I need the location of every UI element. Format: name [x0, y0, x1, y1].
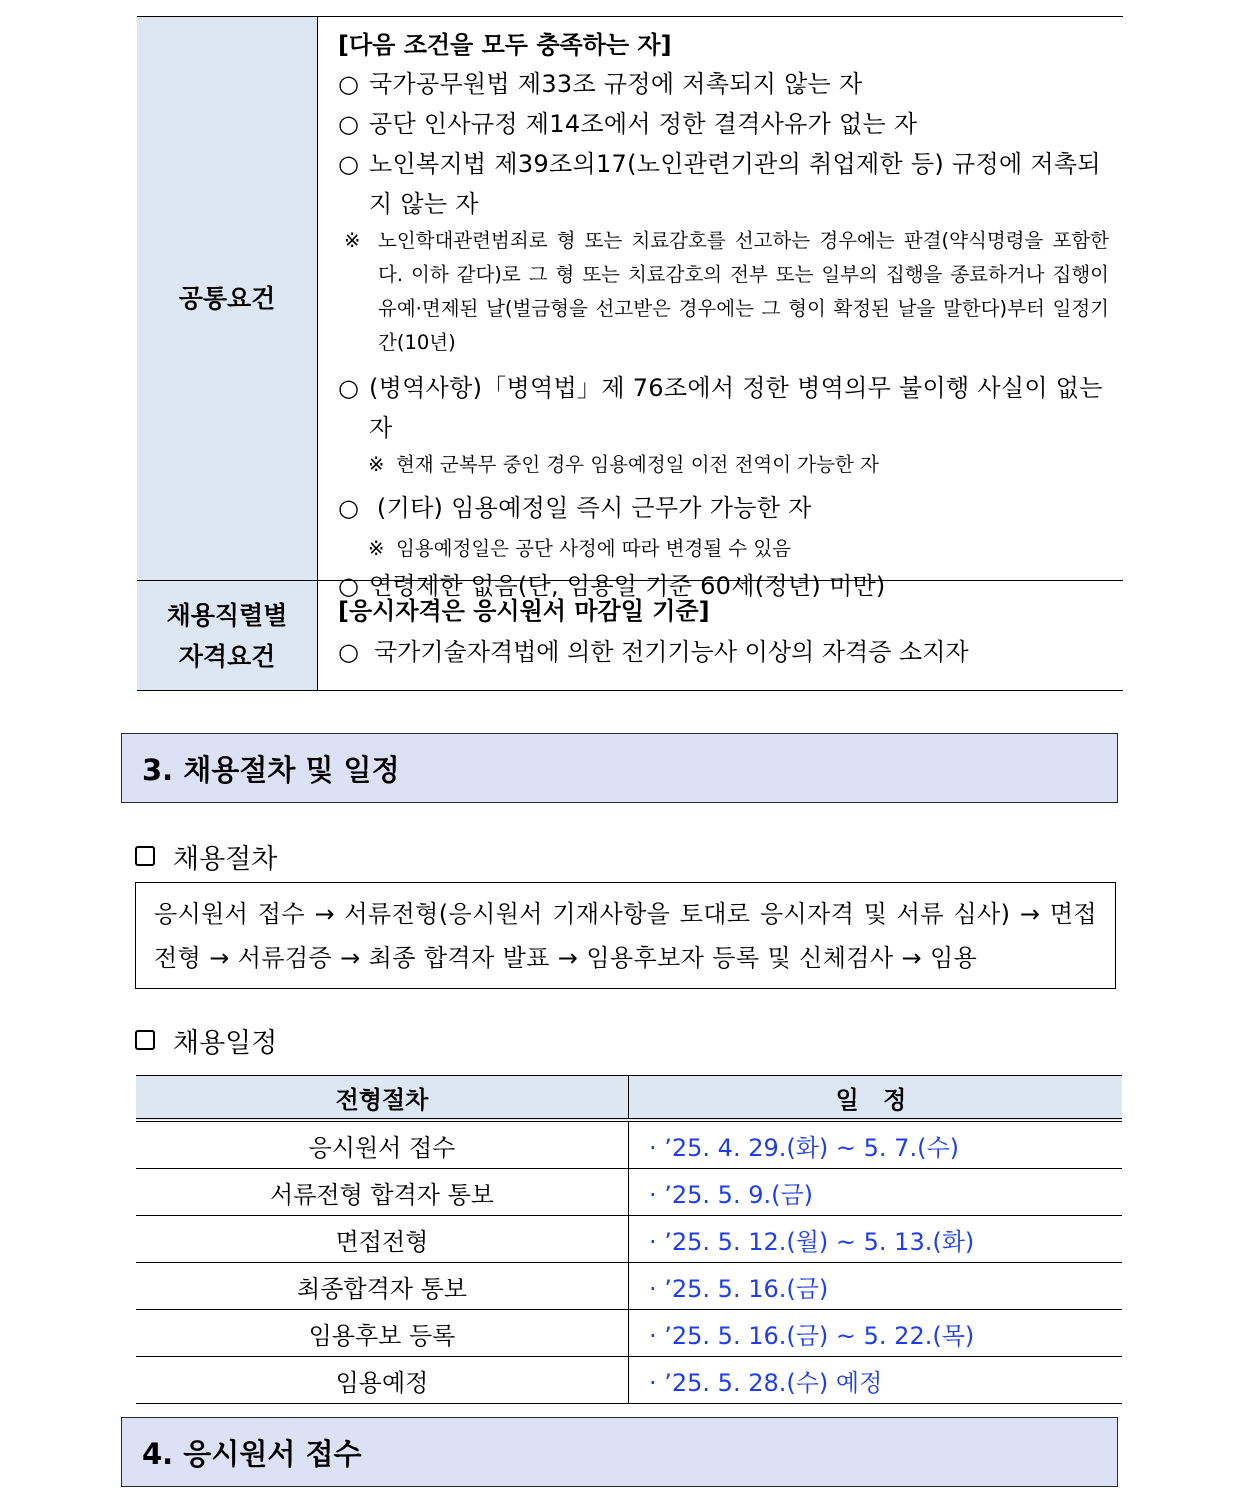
table-row — [136, 1120, 1122, 1169]
schedule-heading-label: 채용일정 — [173, 1027, 278, 1059]
job-intro: [응시자격은 응시원서 마감일 기준] — [338, 597, 710, 625]
common-requirements-content — [318, 17, 1123, 600]
schedule-heading — [135, 1020, 277, 1060]
checkbox-square-icon — [135, 846, 155, 866]
age-item: ○ 연령제한 없음(단, 임용일 기준 60세(정년) 미만) — [338, 572, 886, 600]
job-requirements-row — [137, 580, 1123, 690]
common-requirements-row — [137, 17, 1123, 600]
military-note: ※ 현재 군복무 중인 경우 임용예정일 이전 전역이 가능한 자 — [368, 453, 879, 476]
table-row — [136, 1169, 1122, 1216]
date-cell: · ’25. 5. 12.(월) ~ 5. 13.(화) — [629, 1216, 1123, 1263]
step-cell: 응시원서 접수 — [136, 1120, 629, 1169]
column-header-date: 일 정 — [629, 1076, 1123, 1121]
common-item: ○ 노인복지법 제39조의17(노인관련기관의 취업제한 등) 규정에 저촉되지 않는 자 — [338, 150, 1101, 218]
process-heading — [135, 836, 277, 876]
section4-title: 4. 응시원서 접수 — [121, 1417, 1118, 1487]
process-heading-label: 채용절차 — [173, 843, 278, 875]
table-row — [136, 1263, 1122, 1310]
table-row — [136, 1216, 1122, 1263]
job-requirements-label — [137, 581, 318, 690]
date-cell: · ’25. 5. 28.(수) 예정 — [629, 1357, 1123, 1404]
checkbox-square-icon — [135, 1030, 155, 1050]
process-flow: 응시원서 접수 → 서류전형(응시원서 기재사항을 토대로 응시자격 및 서류 심사) → 면접전형 → 서류검증 → 최종 합격자 발표 → 임용후보자 등록 및 신체검사 → 임용 — [135, 882, 1116, 989]
date-cell: · ’25. 5. 16.(금) ~ 5. 22.(목) — [629, 1310, 1123, 1357]
step-cell: 면접전형 — [136, 1216, 629, 1263]
date-cell: · ’25. 5. 16.(금) — [629, 1263, 1123, 1310]
step-cell: 임용예정 — [136, 1357, 629, 1404]
table-row — [136, 1357, 1122, 1404]
schedule-table — [136, 1075, 1122, 1404]
military-item: ○ (병역사항)「병역법」제 76조에서 정한 병역의무 불이행 사실이 없는 자 — [338, 374, 1103, 442]
common-item: ○ 국가공무원법 제33조 규정에 저촉되지 않는 자 — [338, 70, 863, 98]
requirements-table — [137, 16, 1123, 691]
step-cell: 임용후보 등록 — [136, 1310, 629, 1357]
common-intro: [다음 조건을 모두 충족하는 자] — [338, 31, 672, 59]
other-note: ※ 임용예정일은 공단 사정에 따라 변경될 수 있음 — [368, 537, 792, 560]
date-cell: · ’25. 5. 9.(금) — [629, 1169, 1123, 1216]
common-note: ※ 노인학대관련범죄로 형 또는 치료감호를 선고하는 경우에는 판결(약식명령을 포함한다. 이하 같다)로 그 형 또는 치료감호의 전부 또는 일부의 집행을 종료하거나 집행이 유예·면제된 날(벌금형을 선고받은 경우에는 그 형이 확정된 날을 말한다)부터 일정기간(10년) — [344, 229, 1109, 354]
job-label-line1: 채용직렬별 — [166, 600, 288, 630]
table-row — [136, 1310, 1122, 1357]
other-item: ○ (기타) 임용예정일 즉시 근무가 가능한 자 — [338, 494, 812, 522]
date-cell: · ’25. 4. 29.(화) ~ 5. 7.(수) — [629, 1120, 1123, 1169]
job-item: ○ 국가기술자격법에 의한 전기기능사 이상의 자격증 소지자 — [338, 638, 969, 666]
common-item: ○ 공단 인사규정 제14조에서 정한 결격사유가 없는 자 — [338, 110, 918, 138]
job-requirements-content — [318, 581, 1123, 690]
job-label-line2: 자격요건 — [178, 641, 276, 671]
step-cell: 서류전형 합격자 통보 — [136, 1169, 629, 1216]
column-header-step: 전형절차 — [136, 1076, 629, 1121]
common-requirements-label: 공통요건 — [137, 17, 318, 580]
schedule-header-row — [136, 1076, 1122, 1121]
step-cell: 최종합격자 통보 — [136, 1263, 629, 1310]
section3-title: 3. 채용절차 및 일정 — [121, 733, 1118, 803]
